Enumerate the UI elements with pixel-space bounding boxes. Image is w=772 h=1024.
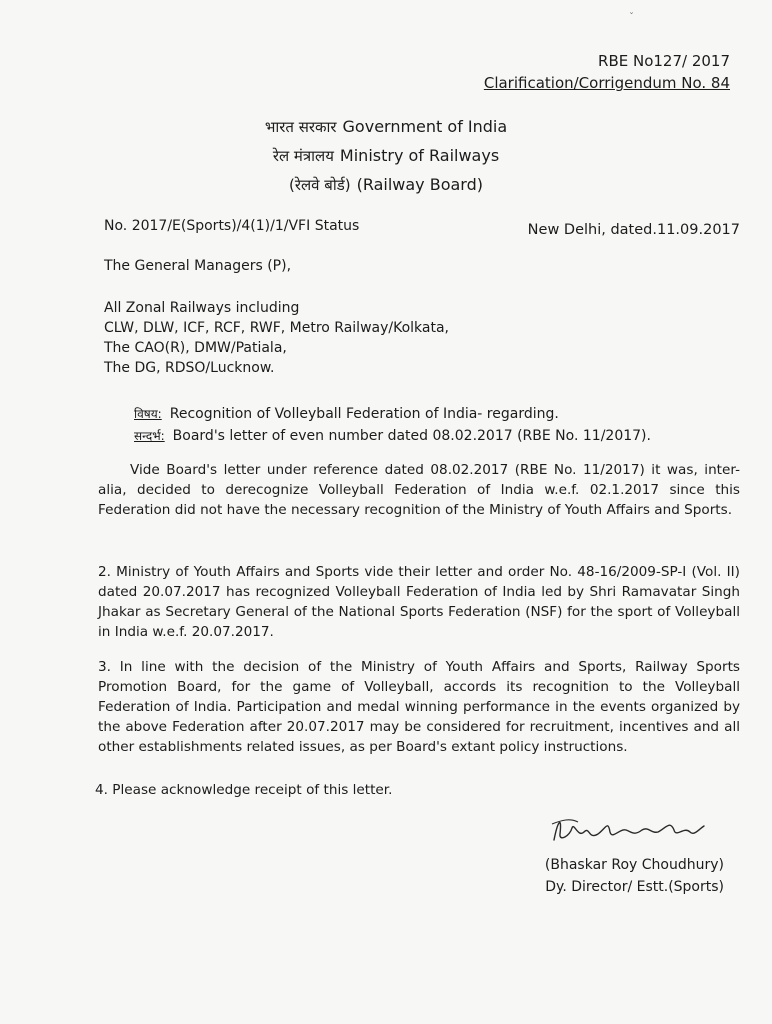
header-ministry-hindi: रेल मंत्रालय [272,147,334,165]
reference-text: Board's letter of even number dated 08.02.2017 (RBE No. 11/2017). [172,428,651,444]
header-ministry-english: Ministry of Railways [339,146,500,165]
addressee-to: The General Managers (P), [104,258,292,274]
zone-line: The CAO(R), DMW/Patiala, [104,340,287,356]
reference-label: सन्दर्भ: [134,429,165,443]
reference-line [134,425,651,447]
scan-mark: ˇ [629,12,634,23]
header-government-english: Government of India [342,117,508,136]
header-government-hindi: भारत सरकार [264,118,337,136]
paragraph-4: 4. Please acknowledge receipt of this letter. [95,782,393,798]
addressee-zones [104,298,584,378]
header-board [0,175,772,195]
paragraph-2: 2. Ministry of Youth Affairs and Sports vide their letter and order No. 48-16/2009-SP-I (Vol. II) dated 20.07.2017 has recognized Volleyball Federation of India led by Shri Ramavatar Singh Jhakar as Secretary General of the National Sports Federation (NSF) for the sport of Volleyball in India w.e.f. 20.07.2017. [98,564,740,640]
reference-block [483,52,730,92]
header-ministry [0,146,772,166]
rbe-number: RBE No127/ 2017 [598,52,730,70]
zone-line: All Zonal Railways including [104,300,300,316]
paragraph-3: 3. In line with the decision of the Ministry of Youth Affairs and Sports, Railway Sports Promotion Board, for the game of Volleyball, accords its recognition to the Volleyball Federation of India. Participation and medal winning performance in the events organized by the above Federation after 20.07.2017 may be considered for recruitment, incentives and all other establishments related issues, as per Board's extant policy instructions. [98,659,740,755]
date-line: New Delhi, dated.11.09.2017 [527,222,740,238]
file-number: No. 2017/E(Sports)/4(1)/1/VFI Status [104,218,360,234]
subject-label: विषय: [134,407,162,421]
paragraph-1: Vide Board's letter under reference dated 08.02.2017 (RBE No. 11/2017) it was, inter-alia, decided to derecognize Volleyball Federation of India w.e.f. 02.1.2017 since this Federation did not have the necessary recognition of the Ministry of Youth Affairs and Sports. [98,462,740,518]
header-government [0,117,772,137]
signature-image [548,810,713,850]
zone-line: The DG, RDSO/Lucknow. [104,360,275,376]
subject-line [134,403,559,425]
zone-line: CLW, DLW, ICF, RCF, RWF, Metro Railway/Kolkata, [104,320,449,336]
subject-text: Recognition of Volleyball Federation of India- regarding. [169,406,559,422]
signatory-name: (Bhaskar Roy Choudhury) [544,857,724,873]
header-board-english: (Railway Board) [356,175,483,194]
clarification-number: Clarification/Corrigendum No. 84 [483,74,730,92]
header-board-hindi: (रेलवे बोर्ड) [288,176,351,194]
signatory-designation: Dy. Director/ Estt.(Sports) [545,879,724,895]
